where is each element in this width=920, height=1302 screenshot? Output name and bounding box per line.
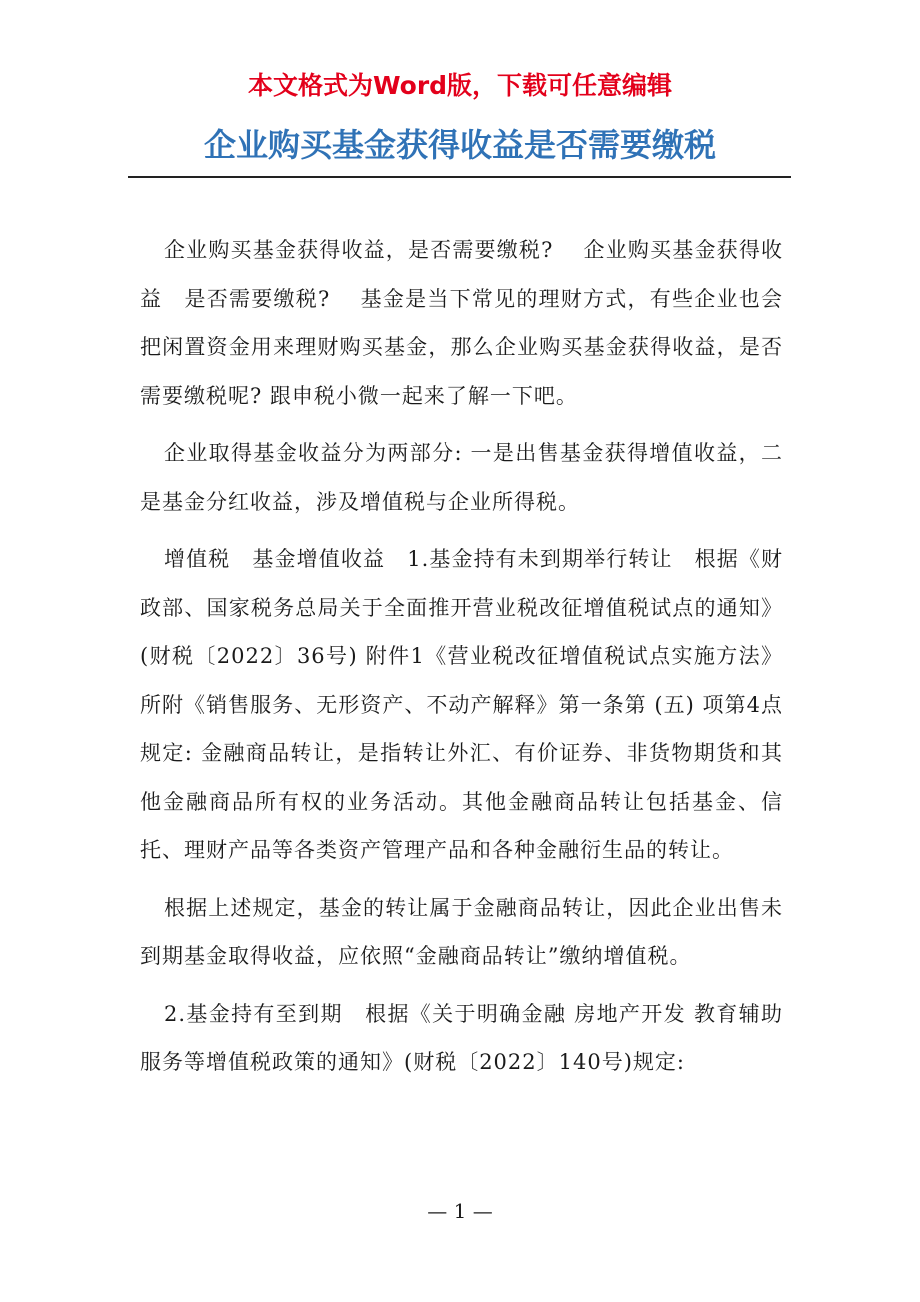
body-paragraph: 根据上述规定，基金的转让属于金融商品转让，因此企业出售未到期基金取得收益，应依照“金融商品转让”缴纳增值税。 — [140, 895, 783, 968]
body-paragraph: 企业购买基金获得收益，是否需要缴税? 企业购买基金获得收益 是否需要缴税? 基金是当下常见的理财方式，有些企业也会把闲置资金用来理财购买基金，那么企业购买基金获得收益，是否需要缴税呢? 跟申税小微一起来了解一下吧。 — [140, 238, 783, 408]
title-divider — [128, 176, 791, 178]
document-body — [140, 226, 783, 1096]
body-paragraph: 2.基金持有至到期 根据《关于明确金融 房地产开发 教育辅助服务等增值税政策的通知》(财税〔2022〕140号)规定: — [140, 1001, 783, 1074]
download-notice-banner: 本文格式为Word版，下载可任意编辑 — [247, 71, 673, 100]
body-paragraph: 增值税 基金增值收益 1.基金持有未到期举行转让 根据《财政部、国家税务总局关于全面推开营业税改征增值税试点的通知》(财税〔2022〕36号) 附件1《营业税改征增值税试点实施方法》所附《销售服务、无形资产、不动产解释》第一条第 (五) 项第4点规定: 金融商品转让，是指转让外汇、有价证券、非货物期货和其他金融商品所有权的业务活动。其他金融商品转让包括基金、信托、理财产品等各类资产管理产品和各种金融衍生品的转让。 — [140, 547, 783, 862]
document-title: 企业购买基金获得收益是否需要缴税 — [203, 126, 716, 164]
page-number: — 1 — — [427, 1199, 493, 1223]
body-paragraph: 企业取得基金收益分为两部分: 一是出售基金获得增值收益，二是基金分红收益，涉及增值税与企业所得税。 — [140, 441, 783, 514]
